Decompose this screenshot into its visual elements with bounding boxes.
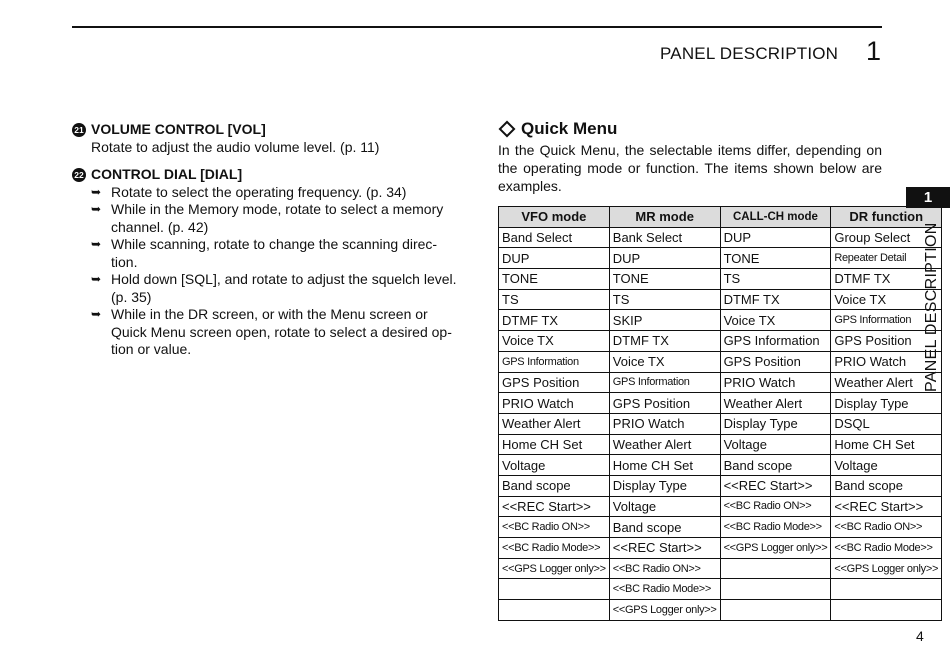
section-title: CONTROL DIAL [DIAL] (91, 166, 243, 182)
table-cell: <<BC Radio Mode>> (720, 517, 831, 538)
diamond-icon (499, 121, 516, 138)
table-cell: Voice TX (720, 310, 831, 331)
table-row (499, 579, 942, 600)
arrow-bullet-icon: ➥ (91, 272, 102, 286)
column-header: VFO mode (499, 207, 610, 228)
table-cell (499, 579, 610, 600)
table-cell (831, 600, 942, 621)
table-cell: TS (499, 289, 610, 310)
table-row (499, 496, 942, 517)
page-number: 4 (916, 628, 924, 644)
table-row (499, 310, 942, 331)
bullet-text (111, 201, 458, 236)
table-cell: TS (609, 289, 720, 310)
bullet-line: Quick Menu screen open, rotate to select a desired op- (111, 323, 452, 340)
table-cell: Voltage (831, 455, 942, 476)
table-row (499, 393, 942, 414)
table-cell: Voice TX (499, 331, 610, 352)
bullet-item (91, 201, 458, 236)
bullet-line: Rotate to select the operating frequency. (p. 34) (111, 183, 407, 200)
table-cell: Band scope (609, 517, 720, 538)
table-row (499, 372, 942, 393)
table-cell: GPS Position (609, 393, 720, 414)
table-row (499, 558, 942, 579)
bullet-list (72, 184, 458, 359)
left-column (72, 121, 458, 359)
table-row (499, 289, 942, 310)
section-text: Rotate to adjust the audio volume level. (p. 11) (91, 138, 380, 155)
circled-number-icon: 22 (72, 168, 86, 182)
table-cell: DSQL (831, 413, 942, 434)
table-cell: DTMF TX (609, 331, 720, 352)
table-cell: DTMF TX (720, 289, 831, 310)
table-cell: GPS Position (499, 372, 610, 393)
table-cell: DUP (609, 248, 720, 269)
table-cell: <<BC Radio ON>> (720, 496, 831, 517)
table-cell: Band scope (720, 455, 831, 476)
table-row (499, 434, 942, 455)
section-control-dial (72, 166, 458, 359)
table-cell (499, 600, 610, 621)
bullet-text (111, 271, 458, 306)
quick-menu-section (498, 119, 882, 195)
table-row (499, 227, 942, 248)
table-cell: Weather Alert (831, 372, 942, 393)
table-cell: <<BC Radio ON>> (609, 558, 720, 579)
description-line: In the Quick Menu, the selectable items differ, depending on (498, 142, 882, 158)
chapter-tab-label: PANEL DESCRIPTION (923, 222, 940, 392)
table-cell: GPS Information (499, 351, 610, 372)
bullet-item (91, 306, 458, 359)
table-row (499, 517, 942, 538)
table-cell: TONE (609, 269, 720, 290)
table-cell: Band Select (499, 227, 610, 248)
table-cell: GPS Position (831, 331, 942, 352)
table-cell: <<BC Radio ON>> (831, 517, 942, 538)
bullet-line: tion. (111, 253, 138, 270)
quick-menu-title: Quick Menu (521, 119, 618, 138)
table-cell: DTMF TX (499, 310, 610, 331)
bullet-line: channel. (p. 42) (111, 218, 209, 235)
table-cell: Display Type (831, 393, 942, 414)
table-cell: Display Type (720, 413, 831, 434)
circled-number-icon: 21 (72, 123, 86, 137)
table-cell: Weather Alert (609, 434, 720, 455)
table-cell: <<REC Start>> (609, 538, 720, 559)
table-row (499, 248, 942, 269)
table-cell: PRIO Watch (609, 413, 720, 434)
table-cell: PRIO Watch (499, 393, 610, 414)
table-cell: Repeater Detail (831, 248, 942, 269)
table-cell: Band scope (499, 475, 610, 496)
bullet-line: tion or value. (111, 341, 192, 357)
table-cell (720, 600, 831, 621)
table-cell: <<GPS Logger only>> (831, 558, 942, 579)
column-header: CALL-CH mode (720, 207, 831, 228)
table-cell: Voltage (720, 434, 831, 455)
table-cell: DTMF TX (831, 269, 942, 290)
bullet-item (91, 184, 458, 202)
table-cell: TONE (720, 248, 831, 269)
table-row (499, 351, 942, 372)
header-title: PANEL DESCRIPTION (660, 44, 839, 63)
table-cell: Voltage (609, 496, 720, 517)
quick-menu-table (498, 206, 942, 621)
column-header: DR function (831, 207, 942, 228)
bullet-line: While in the DR screen, or with the Menu screen or (111, 306, 428, 322)
bullet-line: Hold down [SQL], and rotate to adjust the squelch level. (111, 271, 457, 287)
column-header: MR mode (609, 207, 720, 228)
bullet-text (111, 306, 458, 359)
table-cell: <<REC Start>> (720, 475, 831, 496)
bullet-line: While in the Memory mode, rotate to select a memory (111, 201, 444, 217)
table-cell: DUP (720, 227, 831, 248)
table-cell: Home CH Set (831, 434, 942, 455)
bullet-text (111, 236, 458, 271)
table-row (499, 455, 942, 476)
table-row (499, 538, 942, 559)
table-cell: <<BC Radio Mode>> (831, 538, 942, 559)
section-volume-control (72, 121, 458, 156)
table-cell: GPS Position (720, 351, 831, 372)
bullet-text (111, 184, 458, 202)
table-cell: Band scope (831, 475, 942, 496)
table-cell: <<BC Radio ON>> (499, 517, 610, 538)
table-row (499, 331, 942, 352)
table-cell: DUP (499, 248, 610, 269)
table-cell: GPS Information (609, 372, 720, 393)
table-row (499, 269, 942, 290)
table-cell: PRIO Watch (831, 351, 942, 372)
table-cell: TONE (499, 269, 610, 290)
table-cell: GPS Information (831, 310, 942, 331)
table-cell: Bank Select (609, 227, 720, 248)
table-cell: Voice TX (609, 351, 720, 372)
bullet-line: (p. 35) (111, 288, 152, 305)
table-cell (720, 558, 831, 579)
table-cell: Home CH Set (499, 434, 610, 455)
arrow-bullet-icon: ➥ (91, 307, 102, 321)
bullet-item (91, 236, 458, 271)
table-row (499, 600, 942, 621)
table-row (499, 475, 942, 496)
table-cell (831, 579, 942, 600)
arrow-bullet-icon: ➥ (91, 237, 102, 251)
table-row (499, 413, 942, 434)
table-cell: Display Type (609, 475, 720, 496)
table-cell: <<BC Radio Mode>> (609, 579, 720, 600)
bullet-line: While scanning, rotate to change the scanning direc- (111, 236, 438, 252)
table-cell: Voice TX (831, 289, 942, 310)
description-line: the operating mode or function. The items shown below are (498, 160, 882, 176)
section-title: VOLUME CONTROL [VOL] (91, 121, 266, 137)
table-cell: Weather Alert (499, 413, 610, 434)
description-line: examples. (498, 178, 562, 194)
table-cell: <<REC Start>> (831, 496, 942, 517)
quick-menu-description (498, 141, 882, 195)
header-chapter-number: 1 (866, 36, 882, 66)
arrow-bullet-icon: ➥ (91, 184, 102, 199)
table-cell: Group Select (831, 227, 942, 248)
bullet-item (91, 271, 458, 306)
table-cell: Voltage (499, 455, 610, 476)
table-cell: <<GPS Logger only>> (720, 538, 831, 559)
table-cell: Weather Alert (720, 393, 831, 414)
table-cell: GPS Information (720, 331, 831, 352)
table-cell: PRIO Watch (720, 372, 831, 393)
header-rule (72, 26, 882, 28)
table-cell: <<GPS Logger only>> (499, 558, 610, 579)
table-cell: <<GPS Logger only>> (609, 600, 720, 621)
table-cell: <<REC Start>> (499, 496, 610, 517)
table-cell: Home CH Set (609, 455, 720, 476)
arrow-bullet-icon: ➥ (91, 202, 102, 216)
table-cell: TS (720, 269, 831, 290)
chapter-tab: 1 (906, 187, 950, 208)
table-cell: SKIP (609, 310, 720, 331)
table-cell: <<BC Radio Mode>> (499, 538, 610, 559)
table-cell (720, 579, 831, 600)
